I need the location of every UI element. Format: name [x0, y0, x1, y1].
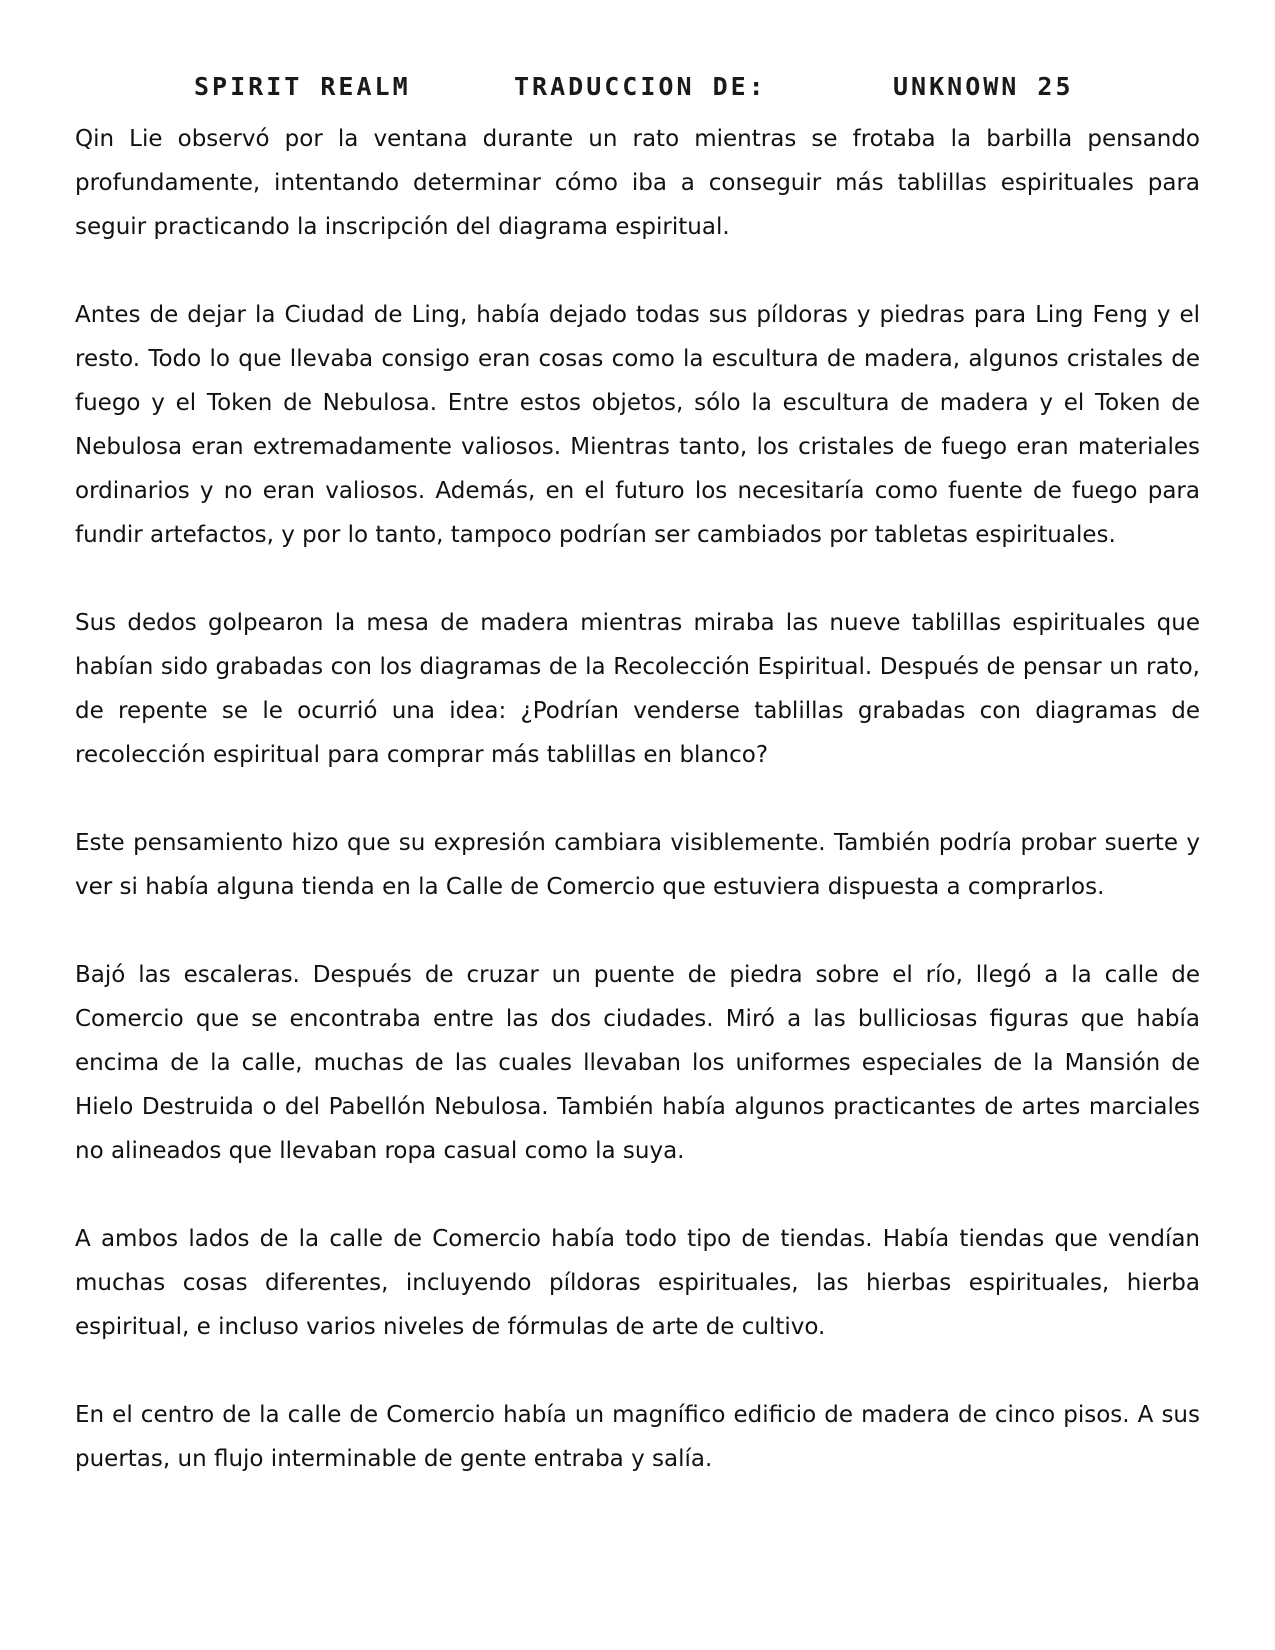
- paragraph: Este pensamiento hizo que su expresión cambiara visiblemente. También podría probar suerte y ver si había alguna tienda en la Calle de Comercio que estuviera dispuesta a comprarlos.: [75, 830, 1200, 900]
- translation-label: TRADUCCION DE:: [514, 72, 767, 101]
- paragraph: Bajó las escaleras. Después de cruzar un puente de piedra sobre el río, llegó a la calle de Comercio que se encontraba entre las dos ciudades. Miró a las bulliciosas figuras que había encima de la calle, muchas de las cuales llevaban los uniformes especiales de la Mansión de Hielo Destruida o del Pabellón Nebulosa. También había algunos practicantes de artes marciales no alineados que llevaban ropa casual como la suya.: [75, 962, 1200, 1164]
- series-title: SPIRIT REALM: [194, 72, 411, 101]
- page-header: [0, 72, 1275, 112]
- paragraph: Qin Lie observó por la ventana durante un rato mientras se frotaba la barbilla pensando profundamente, intentando determinar cómo iba a conseguir más tablillas espirituales para seguir practicando la inscripción del diagrama espiritual.: [75, 126, 1200, 240]
- paragraph: Antes de dejar la Ciudad de Ling, había dejado todas sus píldoras y piedras para Ling Feng y el resto. Todo lo que llevaba consigo eran cosas como la escultura de madera, algunos cristales de fuego y el Token de Nebulosa. Entre estos objetos, sólo la escultura de madera y el Token de Nebulosa eran extremadamente valiosos. Mientras tanto, los cristales de fuego eran materiales ordinarios y no eran valiosos. Además, en el futuro los necesitaría como fuente de fuego para fundir artefactos, y por lo tanto, tampoco podrían ser cambiados por tabletas espirituales.: [75, 302, 1200, 548]
- translator-name: UNKNOWN 25: [893, 72, 1074, 101]
- paragraph: Sus dedos golpearon la mesa de madera mientras miraba las nueve tablillas espirituales que habían sido grabadas con los diagramas de la Recolección Espiritual. Después de pensar un rato, de repente se le ocurrió una idea: ¿Podrían venderse tablillas grabadas con diagramas de recolección espiritual para comprar más tablillas en blanco?: [75, 610, 1200, 768]
- paragraph: En el centro de la calle de Comercio había un magnífico edificio de madera de cinco pisos. A sus puertas, un flujo interminable de gente entraba y salía.: [75, 1402, 1200, 1472]
- paragraph: A ambos lados de la calle de Comercio había todo tipo de tiendas. Había tiendas que vendían muchas cosas diferentes, incluyendo píldoras espirituales, las hierbas espirituales, hierba espiritual, e incluso varios niveles de fórmulas de arte de cultivo.: [75, 1226, 1200, 1340]
- chapter-text: [75, 117, 1200, 1481]
